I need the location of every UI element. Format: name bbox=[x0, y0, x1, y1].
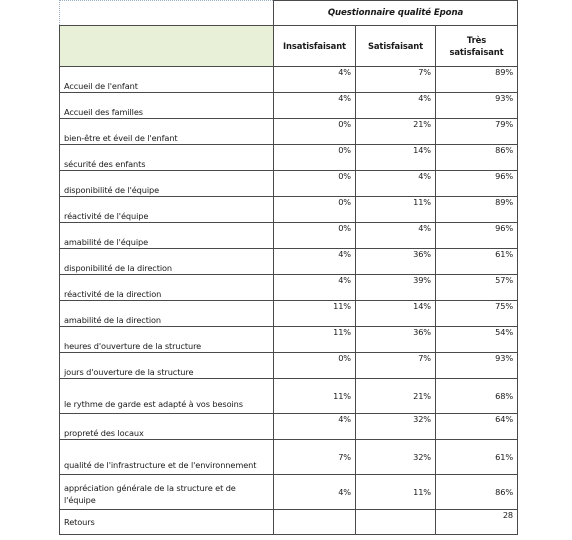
value-cell: 32% bbox=[356, 414, 436, 440]
row-label: Retours bbox=[60, 510, 274, 535]
row-label: Accueil de l'enfant bbox=[60, 67, 274, 93]
value-cell: 11% bbox=[274, 327, 356, 353]
value-cell: 64% bbox=[436, 414, 518, 440]
column-header-tres-satisfaisant: Très satisfaisant bbox=[436, 26, 518, 67]
table-row bbox=[60, 145, 518, 171]
table-row bbox=[60, 223, 518, 249]
table-row bbox=[60, 414, 518, 440]
row-label: propreté des locaux bbox=[60, 414, 274, 440]
table-title: Questionnaire qualité Epona bbox=[274, 1, 518, 26]
survey-sheet bbox=[59, 0, 517, 540]
row-label: bien-être et éveil de l'enfant bbox=[60, 119, 274, 145]
value-cell: 0% bbox=[274, 171, 356, 197]
value-cell: 0% bbox=[274, 145, 356, 171]
table-row bbox=[60, 475, 518, 510]
value-cell: 96% bbox=[436, 171, 518, 197]
value-cell: 36% bbox=[356, 327, 436, 353]
value-cell: 0% bbox=[274, 197, 356, 223]
value-cell: 39% bbox=[356, 275, 436, 301]
value-cell: 11% bbox=[274, 379, 356, 414]
value-cell: 86% bbox=[436, 145, 518, 171]
value-cell: 4% bbox=[274, 67, 356, 93]
value-cell: 4% bbox=[356, 171, 436, 197]
header-corner-cell bbox=[60, 26, 274, 67]
value-cell: 0% bbox=[274, 223, 356, 249]
row-label: amabilité de la direction bbox=[60, 301, 274, 327]
value-cell: 61% bbox=[436, 440, 518, 475]
value-cell: 11% bbox=[356, 475, 436, 510]
table-row bbox=[60, 327, 518, 353]
value-cell: 14% bbox=[356, 301, 436, 327]
table-row bbox=[60, 93, 518, 119]
value-cell: 4% bbox=[356, 223, 436, 249]
row-label: réactivité de la direction bbox=[60, 275, 274, 301]
value-cell: 28 bbox=[436, 510, 518, 535]
value-cell: 14% bbox=[356, 145, 436, 171]
table-row bbox=[60, 379, 518, 414]
value-cell: 7% bbox=[274, 440, 356, 475]
table-row bbox=[60, 197, 518, 223]
table-row bbox=[60, 301, 518, 327]
row-label: sécurité des enfants bbox=[60, 145, 274, 171]
value-cell: 21% bbox=[356, 119, 436, 145]
value-cell: 4% bbox=[274, 93, 356, 119]
value-cell: 0% bbox=[274, 353, 356, 379]
value-cell: 4% bbox=[356, 93, 436, 119]
table-row bbox=[60, 119, 518, 145]
column-header-satisfaisant: Satisfaisant bbox=[356, 26, 436, 67]
value-cell: 36% bbox=[356, 249, 436, 275]
row-label: disponibilité de l'équipe bbox=[60, 171, 274, 197]
value-cell: 93% bbox=[436, 353, 518, 379]
value-cell: 61% bbox=[436, 249, 518, 275]
value-cell bbox=[274, 510, 356, 535]
value-cell: 89% bbox=[436, 197, 518, 223]
table-row bbox=[60, 249, 518, 275]
value-cell bbox=[356, 510, 436, 535]
row-label: jours d'ouverture de la structure bbox=[60, 353, 274, 379]
value-cell: 11% bbox=[274, 301, 356, 327]
quality-survey-table bbox=[59, 0, 518, 535]
row-label: disponibilité de la direction bbox=[60, 249, 274, 275]
value-cell: 4% bbox=[274, 275, 356, 301]
blank-title-cell bbox=[60, 1, 274, 26]
value-cell: 86% bbox=[436, 475, 518, 510]
value-cell: 93% bbox=[436, 93, 518, 119]
table-row bbox=[60, 440, 518, 475]
table-row bbox=[60, 510, 518, 535]
value-cell: 4% bbox=[274, 475, 356, 510]
row-label: qualité de l'infrastructure et de l'environnement bbox=[60, 440, 274, 475]
value-cell: 7% bbox=[356, 353, 436, 379]
value-cell: 79% bbox=[436, 119, 518, 145]
value-cell: 68% bbox=[436, 379, 518, 414]
row-label: amabilité de l'équipe bbox=[60, 223, 274, 249]
table-row bbox=[60, 171, 518, 197]
value-cell: 4% bbox=[274, 414, 356, 440]
value-cell: 54% bbox=[436, 327, 518, 353]
title-row bbox=[60, 1, 518, 26]
row-label: heures d'ouverture de la structure bbox=[60, 327, 274, 353]
value-cell: 75% bbox=[436, 301, 518, 327]
table-row bbox=[60, 353, 518, 379]
value-cell: 11% bbox=[356, 197, 436, 223]
value-cell: 4% bbox=[274, 249, 356, 275]
value-cell: 89% bbox=[436, 67, 518, 93]
table-row bbox=[60, 67, 518, 93]
row-label: Accueil des familles bbox=[60, 93, 274, 119]
value-cell: 21% bbox=[356, 379, 436, 414]
value-cell: 57% bbox=[436, 275, 518, 301]
value-cell: 96% bbox=[436, 223, 518, 249]
table-row bbox=[60, 275, 518, 301]
row-label: réactivité de l'équipe bbox=[60, 197, 274, 223]
row-label: le rythme de garde est adapté à vos besoins bbox=[60, 379, 274, 414]
value-cell: 7% bbox=[356, 67, 436, 93]
value-cell: 32% bbox=[356, 440, 436, 475]
column-header-insatisfaisant: Insatisfaisant bbox=[274, 26, 356, 67]
header-row bbox=[60, 26, 518, 67]
row-label: appréciation générale de la structure et de l'équipe bbox=[60, 475, 274, 510]
value-cell: 0% bbox=[274, 119, 356, 145]
